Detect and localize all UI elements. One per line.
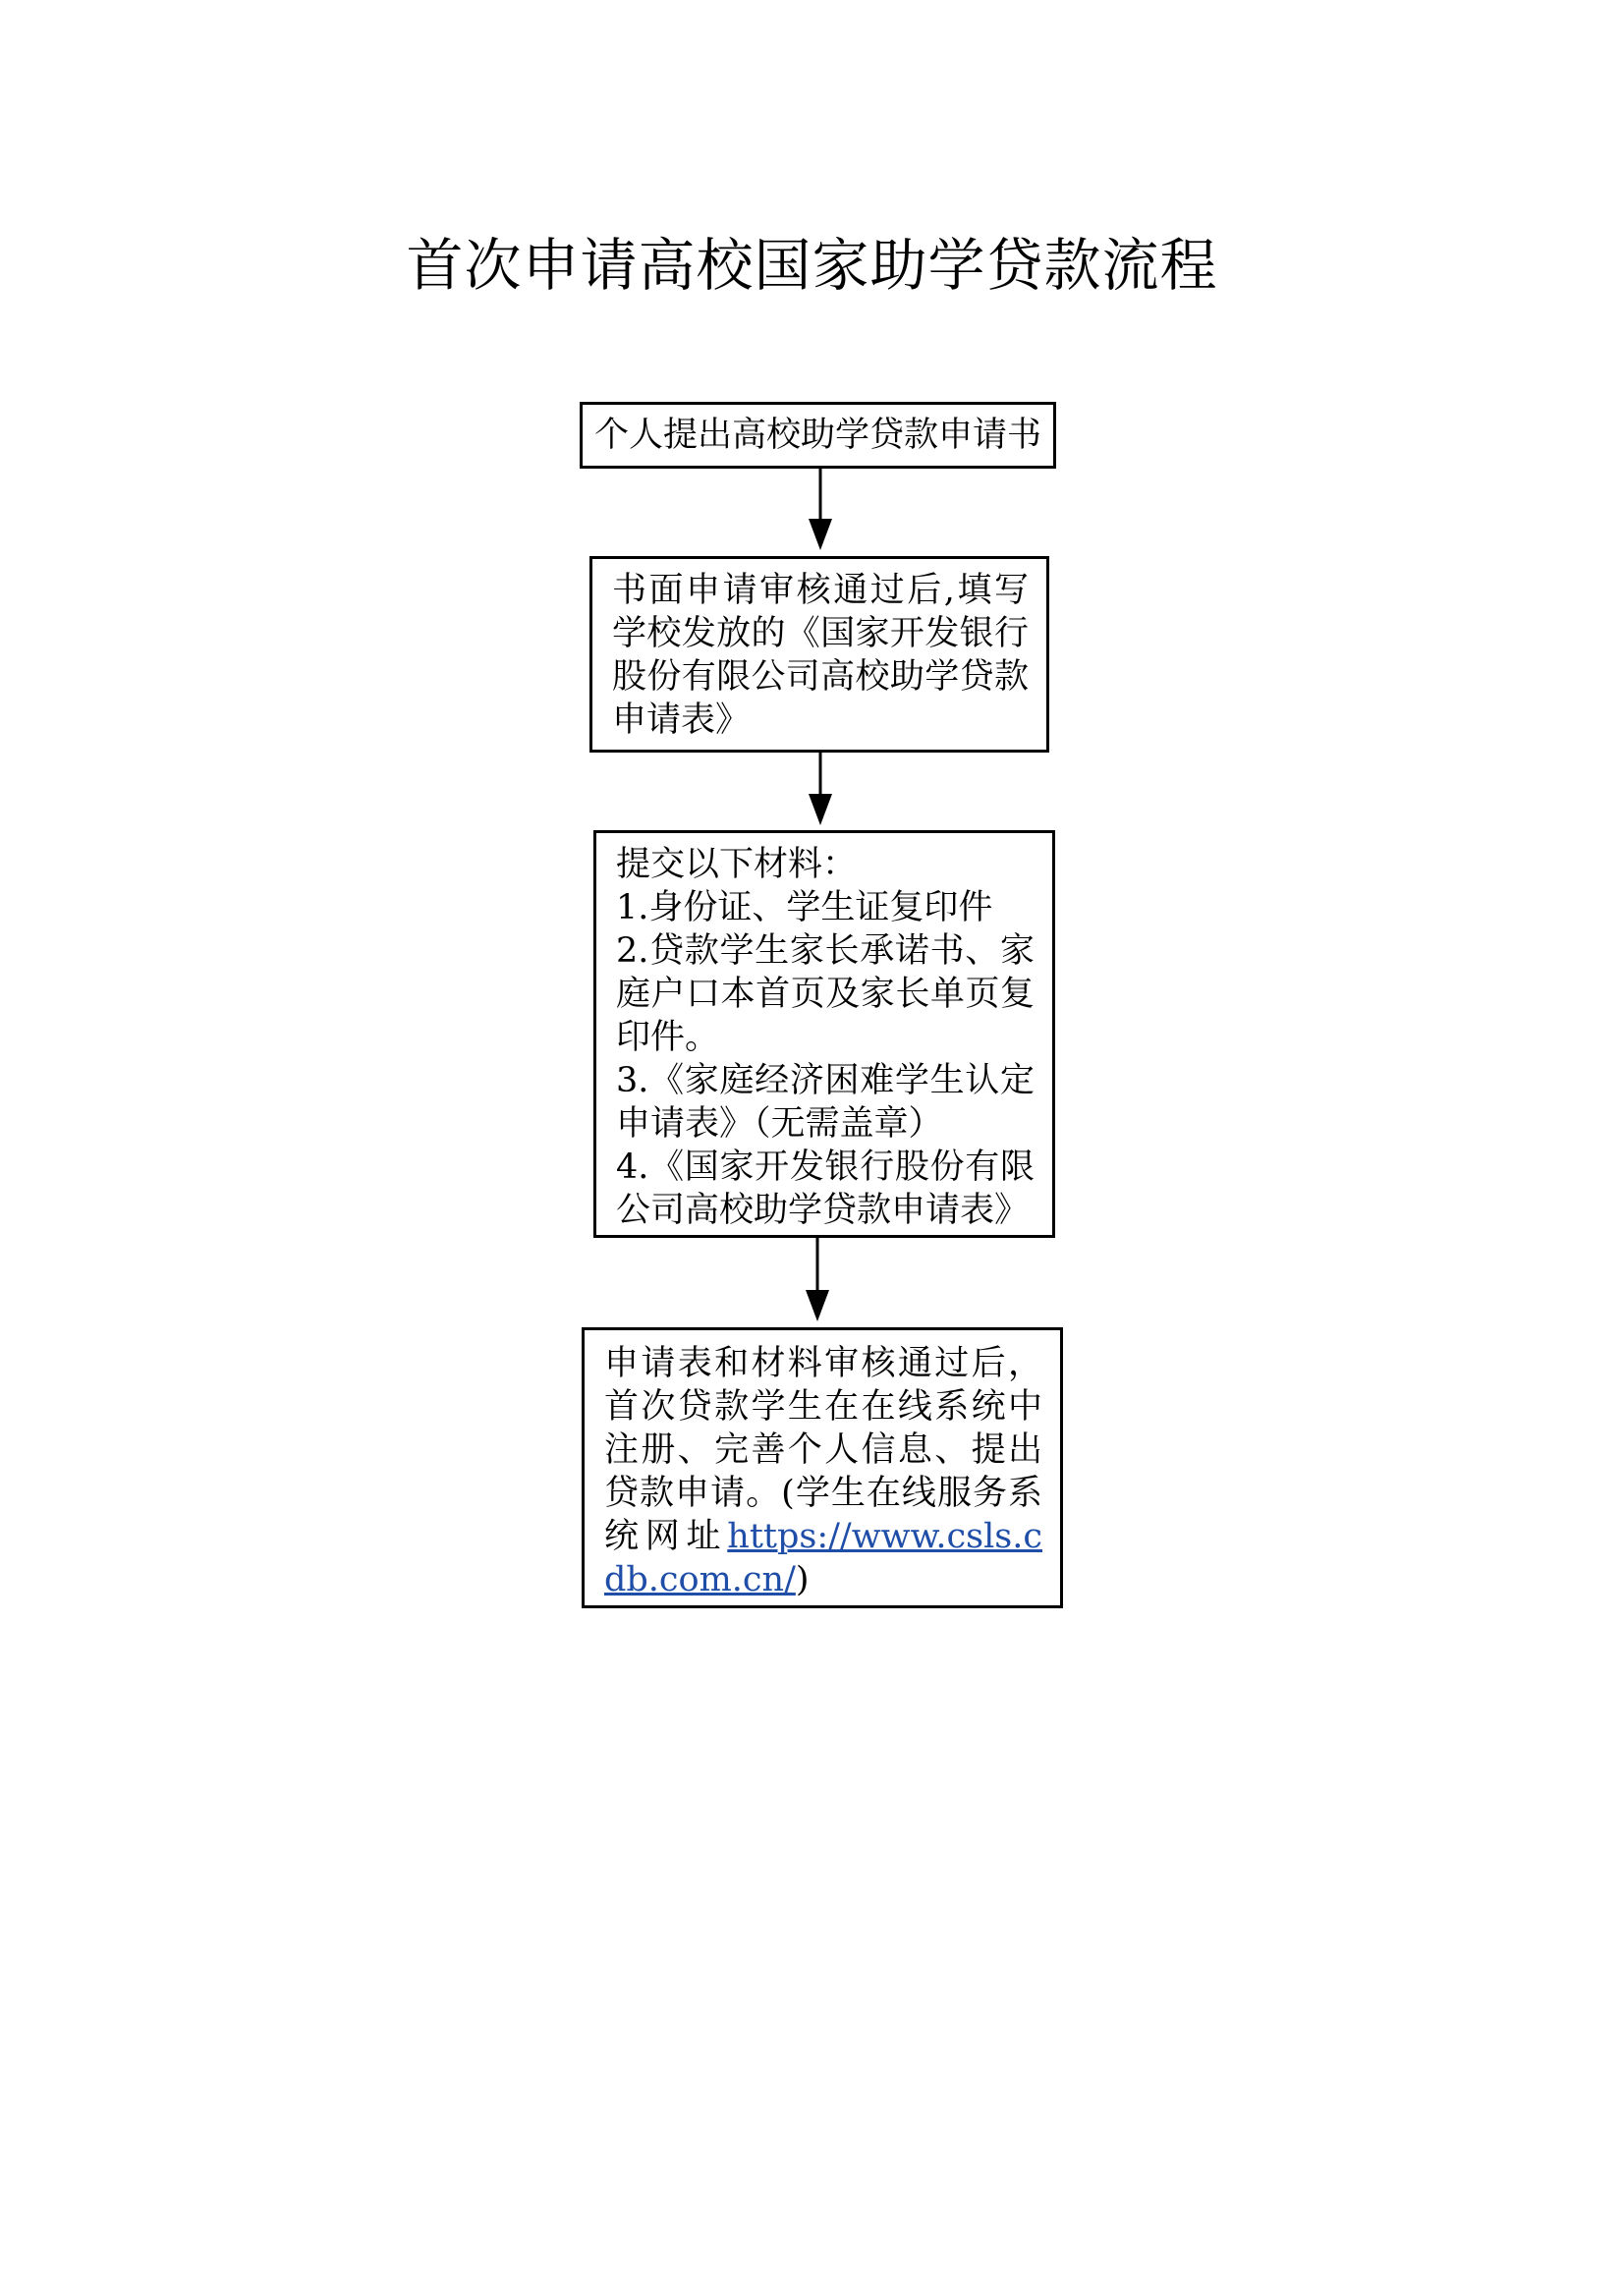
step-4-description: 申请表和材料审核通过后，首次贷款学生在在线系统中注册、完善个人信息、提出贷款申请。(学生在线服务系统网址 — [604, 1344, 1042, 1556]
step-4-text — [604, 1342, 1042, 1601]
step-1-text: 个人提出高校助学贷款申请书 — [593, 416, 1041, 455]
step-3-box — [593, 830, 1055, 1238]
step-3-item-1: 1.身份证、学生证复印件 — [616, 888, 993, 927]
step-2-box — [589, 556, 1049, 753]
student-service-system-link[interactable]: https://www.csls.cdb.com.cn/ — [604, 1517, 1042, 1599]
step-3-item-3: 3.《家庭经济困难学生认定申请表》（无需盖章） — [616, 1061, 1035, 1144]
step-3-heading: 提交以下材料： — [616, 845, 858, 884]
step-4-suffix: ) — [795, 1560, 810, 1599]
step-3-item-2: 2.贷款学生家长承诺书、家庭户口本首页及家长单页复印件。 — [616, 931, 1035, 1057]
step-4-box — [582, 1327, 1063, 1608]
step-2-text: 书面申请审核通过后,填写学校发放的《国家开发银行股份有限公司高校助学贷款申请表》 — [612, 571, 1029, 740]
arrow-step2-to-step3 — [809, 753, 832, 825]
arrow-step1-to-step2 — [809, 469, 832, 550]
step-3-item-4: 4.《国家开发银行股份有限公司高校助学贷款申请表》 — [616, 1148, 1035, 1230]
arrow-step3-to-step4 — [806, 1238, 829, 1321]
step-1-box — [580, 402, 1056, 469]
page-title: 首次申请高校国家助学贷款流程 — [406, 232, 1218, 299]
